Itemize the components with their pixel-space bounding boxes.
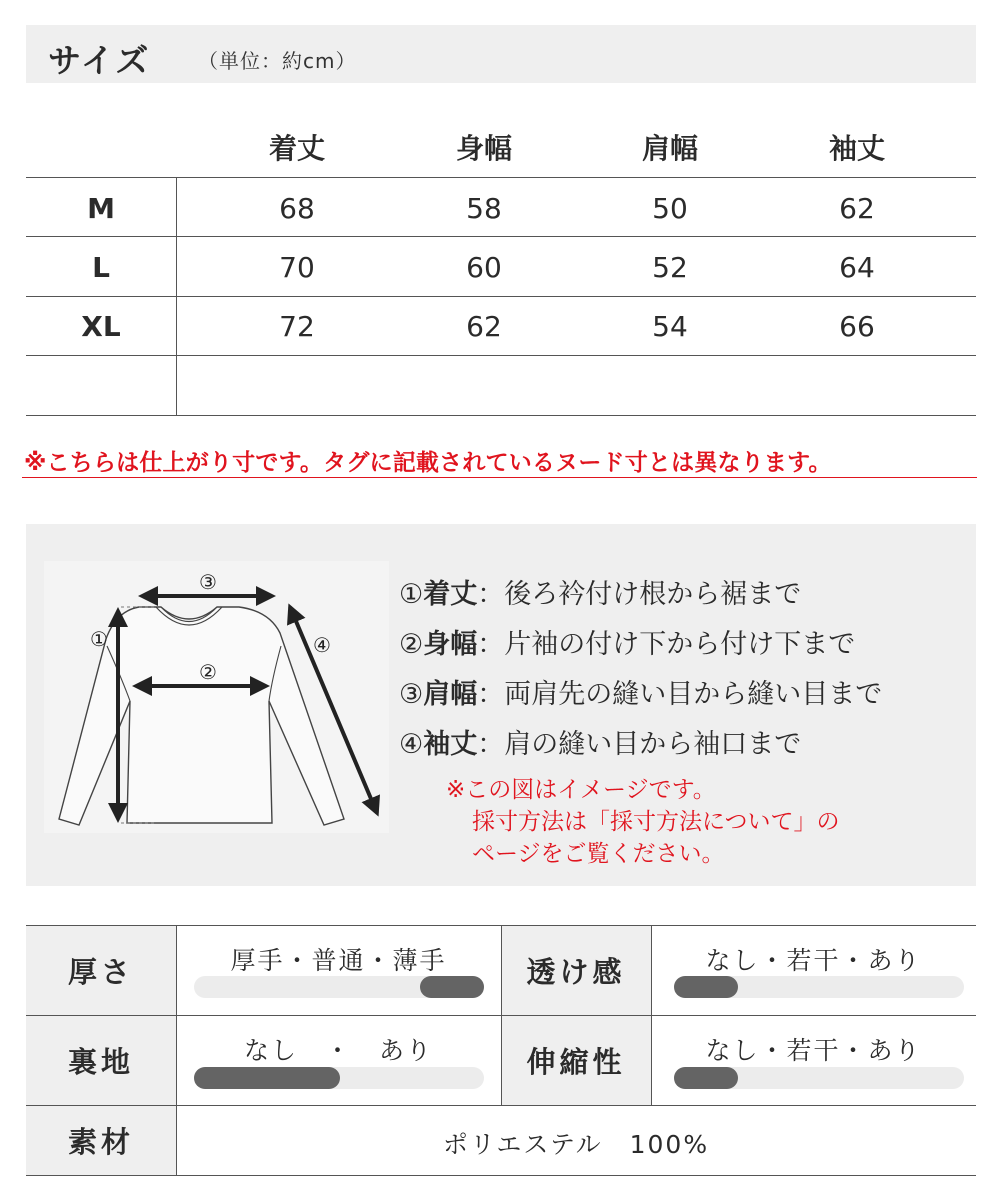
gauge-fill: [194, 1067, 340, 1089]
image-note-line: 採寸方法は「採寸方法について」の: [472, 809, 840, 835]
stretch-label: 伸縮性: [501, 1016, 651, 1105]
table-cell: 66: [839, 310, 875, 343]
gauge-fill: [674, 976, 738, 998]
lining-options: なし ・ あり: [243, 1036, 433, 1065]
size-header: [26, 25, 976, 83]
table-cell: 70: [279, 251, 315, 284]
transparency-label: 透け感: [501, 926, 651, 1015]
column-divider: [501, 925, 502, 1105]
table-cell: 64: [839, 251, 875, 284]
gauge-fill: [420, 976, 484, 998]
definition-key: 肩幅: [423, 679, 478, 710]
image-note-line: ページをご覧ください。: [472, 841, 725, 867]
garment-diagram: [44, 561, 389, 833]
stretch-gauge: [674, 1067, 964, 1089]
definition-description: ：後ろ衿付け根から裾まで: [477, 579, 802, 610]
definition-number: ①: [399, 579, 424, 610]
definition-number: ③: [399, 679, 424, 710]
definition-body-width: [399, 622, 959, 672]
note-underline: [22, 477, 977, 478]
table-cell: 62: [839, 192, 875, 225]
column-header-sleeve-length: 袖丈: [828, 132, 885, 165]
row-divider: [26, 177, 976, 178]
marker-2: ②: [199, 660, 217, 684]
thickness-label: 厚さ: [26, 926, 176, 1015]
marker-3: ③: [199, 570, 217, 594]
thickness-options: 厚手・普通・薄手: [230, 946, 447, 975]
table-cell: 54: [652, 310, 688, 343]
row-divider: [26, 1175, 976, 1176]
column-header-body-width: 身幅: [455, 132, 512, 165]
table-cell: 50: [652, 192, 688, 225]
row-divider: [26, 1105, 976, 1106]
size-title: サイズ: [48, 41, 151, 80]
table-cell: 60: [466, 251, 502, 284]
definition-key: 身幅: [423, 629, 478, 660]
definition-sleeve-length: [399, 722, 959, 772]
definition-number: ②: [399, 629, 424, 660]
fabric-composition: ポリエステル 100%: [442, 1130, 710, 1159]
size-label-m: M: [87, 192, 115, 225]
fabric-label: 素材: [26, 1106, 176, 1175]
measurement-panel: [26, 524, 976, 886]
row-divider: [26, 296, 976, 297]
transparency-options: なし・若干・あり: [705, 946, 922, 975]
definition-shoulder-width: [399, 672, 959, 722]
table-cell: 58: [466, 192, 502, 225]
column-header-length: 着丈: [268, 132, 325, 165]
definition-description: ：肩の縫い目から袖口まで: [477, 729, 802, 760]
image-note-line: ※この図はイメージです。: [446, 777, 716, 803]
size-label-l: L: [92, 251, 110, 284]
stretch-options: なし・若干・あり: [705, 1036, 922, 1065]
definition-description: ：両肩先の縫い目から縫い目まで: [477, 679, 883, 710]
lining-label: 裏地: [26, 1016, 176, 1105]
definition-length: [399, 572, 959, 622]
marker-1: ①: [90, 627, 108, 651]
row-divider: [26, 236, 976, 237]
marker-4: ④: [313, 633, 331, 657]
row-divider: [26, 355, 976, 356]
finished-size-note: ※こちらは仕上がり寸です。タグに記載されているヌード寸とは異なります。: [24, 450, 832, 476]
definition-key: 着丈: [423, 579, 478, 610]
image-note: [446, 774, 840, 870]
size-label-xl: XL: [81, 310, 121, 343]
table-cell: 68: [279, 192, 315, 225]
thickness-gauge: [194, 976, 484, 998]
column-divider: [176, 177, 177, 415]
material-table: [26, 925, 976, 1176]
definition-description: ：片袖の付け下から付け下まで: [477, 629, 856, 660]
row-divider: [26, 415, 976, 416]
size-table: [26, 117, 976, 416]
table-cell: 72: [279, 310, 315, 343]
table-cell: 62: [466, 310, 502, 343]
measurement-definitions: [399, 572, 959, 772]
lining-gauge: [194, 1067, 484, 1089]
column-header-shoulder-width: 肩幅: [641, 132, 698, 165]
transparency-gauge: [674, 976, 964, 998]
unit-label: （単位：約cm）: [198, 49, 357, 73]
table-cell: 52: [652, 251, 688, 284]
gauge-fill: [674, 1067, 738, 1089]
definition-number: ④: [399, 729, 424, 760]
definition-key: 袖丈: [423, 729, 478, 760]
